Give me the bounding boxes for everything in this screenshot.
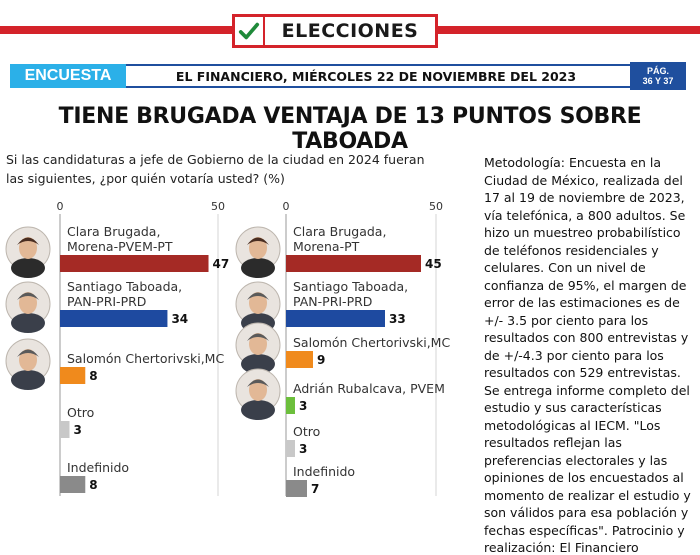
value-label: 33 — [389, 312, 406, 326]
encuesta-tag: ENCUESTA — [10, 64, 126, 88]
candidate-label: Salomón Chertorivski,MC — [67, 351, 225, 366]
candidate-label: Otro — [293, 424, 321, 439]
candidate-photo — [236, 227, 280, 278]
value-label: 3 — [299, 442, 308, 456]
candidate-photo — [6, 339, 50, 390]
candidate-label: Santiago Taboada, — [67, 279, 183, 294]
tick-label-0: 0 — [282, 200, 290, 213]
candidate-photo — [6, 282, 50, 333]
candidate-label: Clara Brugada, — [293, 224, 387, 239]
publication-line: EL FINANCIERO, MIÉRCOLES 22 DE NOVIEMBRE DEL 2023 — [175, 68, 577, 84]
bar — [60, 367, 85, 384]
bar — [60, 255, 209, 272]
candidate-photo — [236, 323, 280, 374]
bar — [286, 480, 307, 497]
bar — [60, 476, 85, 493]
section-title: ELECCIONES — [281, 20, 419, 42]
survey-question: Si las candidaturas a jefe de Gobierno de la ciudad en 2024 fueran las siguientes, ¿por quién votaría usted? (%) — [6, 152, 425, 186]
value-label: 3 — [73, 423, 82, 437]
candidate-label: Morena-PT — [293, 239, 360, 254]
bar — [286, 310, 385, 327]
value-label: 7 — [311, 482, 320, 496]
candidate-label: Indefinido — [293, 464, 356, 479]
page-reference-label: PÁG. — [646, 66, 669, 76]
bar — [286, 397, 295, 414]
candidate-label: Indefinido — [67, 460, 130, 475]
methodology-text: Metodología: Encuesta en la Ciudad de México, realizada del 17 al 19 de noviembre de 2023, vía telefónica, a 800 adultos. Se hizo un muestreo probabilístico de teléfonos residenciales y celulares. Con un nivel de confianza de 95%, el margen de error de las estimaciones es de +/- 3.5 por ciento para los resultados con 800 entrevistas y de +/-4.3 por ciento para los resultados con 529 entrevistas. Se entrega informe completo del estudio y sus características metodológicas al IECM. "Los resultados reflejan las preferencias electorales y las opiniones de los encuestados al momento de realizar el estudio y son válidos para esa población y fechas específicas". Patrocinio y realización: El Financiero — [484, 155, 691, 555]
value-label: 45 — [425, 257, 442, 271]
chart-poll-left — [0, 200, 235, 500]
candidate-label: Salomón Chertorivski,MC — [293, 335, 451, 350]
bar — [60, 421, 69, 438]
candidate-photo — [6, 227, 50, 278]
candidate-label: Adrián Rubalcava, PVEM — [293, 381, 445, 396]
value-label: 8 — [89, 478, 98, 492]
checkmark-icon — [235, 17, 265, 45]
candidate-label: PAN-PRI-PRD — [67, 294, 147, 309]
candidate-label: Otro — [67, 405, 95, 420]
candidate-photo — [236, 369, 280, 420]
value-label: 34 — [171, 312, 189, 326]
value-label: 3 — [299, 399, 308, 413]
bar — [286, 440, 295, 457]
candidate-label: Morena-PVEM-PT — [67, 239, 173, 254]
candidate-label: Clara Brugada, — [67, 224, 161, 239]
section-banner — [232, 14, 438, 48]
headline: TIENE BRUGADA VENTAJA DE 13 PUNTOS SOBRE TABOADA — [58, 104, 642, 154]
chart-poll-right — [230, 200, 475, 500]
page-reference — [630, 62, 686, 90]
bar — [286, 255, 421, 272]
bar — [286, 351, 313, 368]
page-reference-numbers: 36 Y 37 — [642, 76, 674, 86]
candidate-label: Santiago Taboada, — [293, 279, 409, 294]
tick-label-50: 50 — [211, 200, 225, 213]
tick-label-0: 0 — [56, 200, 64, 213]
value-label: 9 — [317, 353, 326, 367]
value-label: 8 — [89, 369, 98, 383]
tick-label-50: 50 — [429, 200, 443, 213]
candidate-label: PAN-PRI-PRD — [293, 294, 373, 309]
value-label: 47 — [212, 257, 230, 271]
bar — [60, 310, 167, 327]
